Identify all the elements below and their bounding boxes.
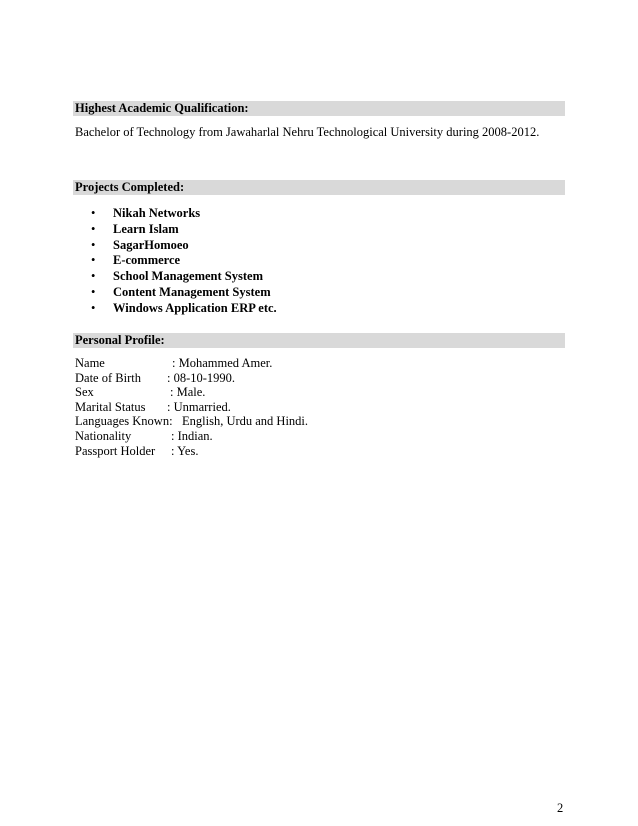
project-name: Learn Islam — [113, 221, 179, 236]
profile-label: Nationality — [75, 428, 132, 443]
profile-label: Name — [75, 356, 105, 370]
bullet-icon: • — [91, 237, 96, 252]
project-name: Windows Application ERP etc. — [113, 300, 277, 315]
qualification-text: Bachelor of Technology from Jawaharlal Nehru Technological University during 2008-2012. — [75, 125, 540, 139]
list-item — [91, 222, 277, 238]
bullet-icon: • — [91, 284, 96, 299]
list-item — [91, 206, 277, 222]
profile-value: : Mohammed Amer. — [172, 356, 273, 370]
profile-label: Passport Holder — [75, 443, 156, 458]
bullet-icon: • — [91, 300, 96, 315]
profile-label: Date of Birth — [75, 370, 141, 385]
list-item — [91, 269, 277, 285]
projects-list — [91, 206, 277, 317]
qualification-heading: Highest Academic Qualification: — [73, 101, 565, 116]
project-name: Nikah Networks — [113, 206, 201, 220]
profile-value: English, Urdu and Hindi. — [182, 414, 309, 429]
projects-heading: Projects Completed: — [73, 180, 565, 195]
profile-value: : Male. — [170, 385, 206, 400]
profile-label: Marital Status — [75, 399, 146, 414]
bullet-icon: • — [91, 269, 96, 284]
profile-value: : Indian. — [171, 428, 213, 443]
page-number: 2 — [557, 801, 564, 815]
profile-heading: Personal Profile: — [73, 333, 565, 348]
project-name: School Management System — [113, 269, 263, 284]
list-item — [91, 253, 277, 269]
bullet-icon: • — [91, 206, 96, 220]
profile-label: Sex — [75, 385, 94, 400]
profile-label: Languages Known: — [75, 414, 173, 429]
bullet-icon: • — [91, 253, 96, 268]
project-name: E-commerce — [113, 253, 181, 268]
project-name: SagarHomoeo — [113, 237, 189, 252]
profile-value: : Unmarried. — [167, 399, 231, 414]
list-item — [91, 285, 277, 301]
profile-value: : Yes. — [171, 443, 199, 458]
profile-value: : 08-10-1990. — [167, 370, 236, 385]
list-item — [91, 301, 277, 317]
project-name: Content Management System — [113, 284, 271, 299]
list-item — [91, 238, 277, 254]
bullet-icon: • — [91, 221, 96, 236]
